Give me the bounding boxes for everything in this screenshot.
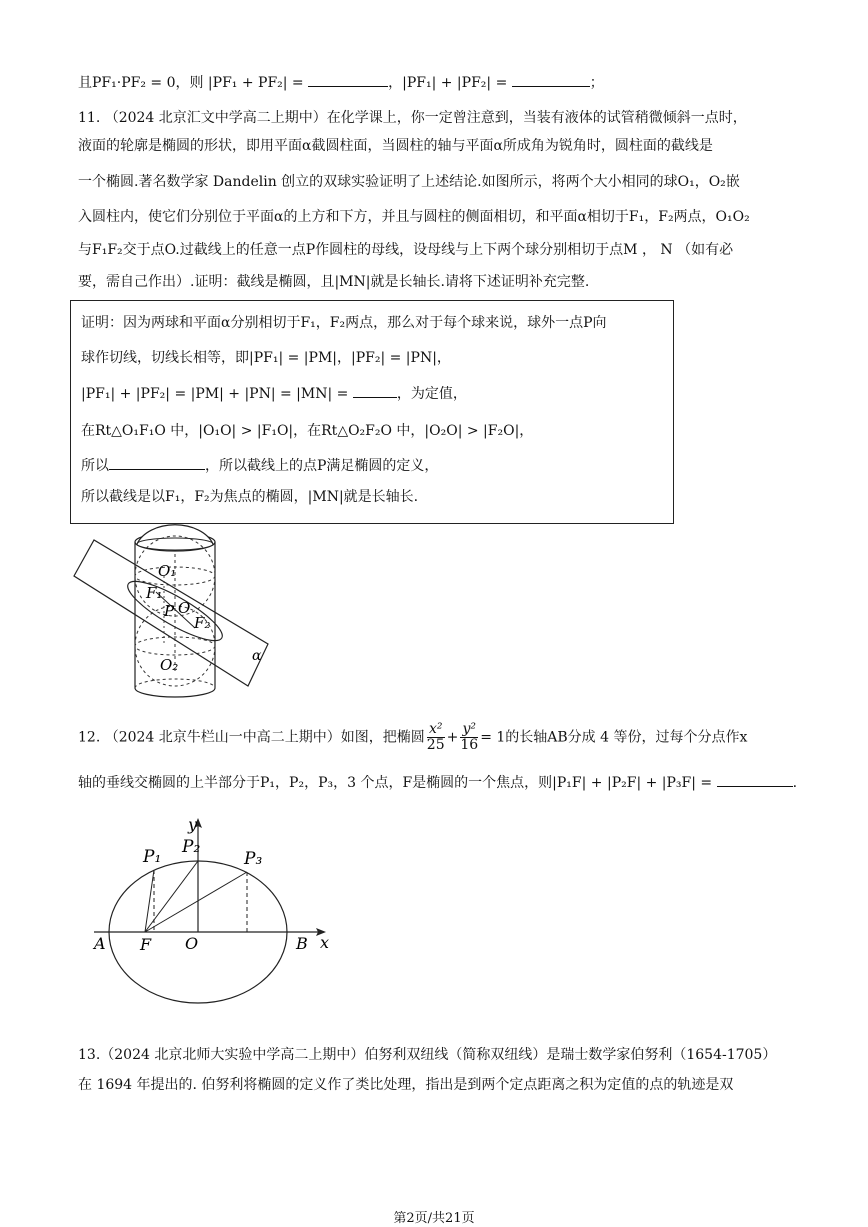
label-f1: F₁ xyxy=(146,584,163,602)
q11-line-6: 要，需自己作出）.证明：截线是椭圆，且|MN|就是长轴长.请将下述证明补充完整. xyxy=(78,274,590,290)
q10-blank-2[interactable] xyxy=(512,72,590,87)
proof-box xyxy=(70,300,674,524)
proof-line-3-end: ，为定值， xyxy=(396,386,467,402)
label-p2: P₂ xyxy=(182,837,201,857)
label-o1: O₁ xyxy=(158,562,177,580)
proof-line-3-text: |PF₁| + |PF₂| = |PM| + |PN| = |MN| = xyxy=(81,386,353,402)
q11-line-1: 11. （2024 北京汇文中学高二上期中）在化学课上，你一定曾注意到，当装有液体的试管稍微倾斜一点时， xyxy=(78,110,747,126)
label-p1: P₁ xyxy=(143,847,162,867)
dandelin-figure xyxy=(60,524,290,710)
proof-line-1: 证明：因为两球和平面α分别相切于F₁，F₂两点，那么对于每个球来说，球外一点P向 xyxy=(81,315,607,331)
q12-plus: + xyxy=(446,729,459,746)
page-footer: 第2页/共21页 xyxy=(393,1211,475,1226)
label-alpha: α xyxy=(252,648,262,664)
label-p3: P₃ xyxy=(244,849,263,869)
label-a: A xyxy=(94,934,106,953)
proof-line-3 xyxy=(81,383,467,404)
label-x: x xyxy=(320,933,330,952)
label-o2: O₂ xyxy=(160,656,179,674)
proof-line-5-end: ，所以截线上的点P满足椭圆的定义， xyxy=(205,458,439,474)
ellipse-figure xyxy=(88,812,338,1008)
q12-frac-1-den: 25 xyxy=(426,737,445,753)
q10-tail-line xyxy=(78,72,604,93)
label-f2: F₂ xyxy=(194,614,211,632)
q12-frac-2-num: y² xyxy=(460,722,478,738)
proof-line-5 xyxy=(81,455,438,476)
q10-blank-1[interactable] xyxy=(308,72,388,87)
label-p: P xyxy=(164,602,175,620)
q11-line-4: 入圆柱内，使它们分别位于平面α的上方和下方，并且与圆柱的侧面相切，和平面α相切于F₁，F₂两点，O₁O₂ xyxy=(78,209,750,225)
q12-frac-2 xyxy=(460,722,478,753)
q13-line-2: 在 1694 年提出的. 伯努利将椭圆的定义作了类比处理，指出是到两个定点距离之积为定值的点的轨迹是双 xyxy=(78,1077,734,1093)
proof-blank-1[interactable] xyxy=(353,383,397,398)
label-o: O xyxy=(178,599,191,617)
q12-line-2 xyxy=(78,772,797,793)
proof-line-5-start: 所以 xyxy=(81,458,109,474)
proof-blank-2[interactable] xyxy=(109,455,205,470)
q10-text-b: ，|PF₁| + |PF₂| = xyxy=(388,75,512,91)
label-f: F xyxy=(140,935,152,954)
label-y: y xyxy=(188,815,198,834)
q10-text-c: ； xyxy=(589,75,604,91)
q12-line-1-start: 12. （2024 北京牛栏山一中高二上期中）如图，把椭圆 xyxy=(78,729,425,746)
q12-frac-1-num: x² xyxy=(427,722,445,738)
q11-line-3: 一个椭圆.著名数学家 Dandelin 创立的双球实验证明了上述结论.如图所示，将两个大小相同的球O₁，O₂嵌 xyxy=(78,174,740,190)
q12-line-2-text: 轴的垂线交椭圆的上半部分于P₁，P₂，P₃，3 个点，F是椭圆的一个焦点，则|P₁F| + |P₂F| + |P₃F| = xyxy=(78,775,717,791)
q12-frac-1 xyxy=(427,722,445,753)
q12-line-2-end: . xyxy=(792,775,798,791)
proof-line-2: 球作切线，切线长相等，即|PF₁| = |PM|，|PF₂| = |PN|， xyxy=(81,350,451,366)
q10-text-a: 且PF₁·PF₂ = 0，则 |PF₁ + PF₂| = xyxy=(78,75,309,91)
label-o: O xyxy=(185,934,199,953)
q12-line-1-end: = 1的长轴AB分成 4 等份，过每个分点作x xyxy=(480,729,748,746)
proof-line-4: 在Rt△O₁F₁O 中，|O₁O| > |F₁O|，在Rt△O₂F₂O 中，|O₂O| > |F₂O|， xyxy=(81,423,534,439)
q11-line-5: 与F₁F₂交于点O.过截线上的任意一点P作圆柱的母线，设母线与上下两个球分别相切于点M ， N （如有必 xyxy=(78,242,734,258)
q12-frac-2-den: 16 xyxy=(460,737,479,753)
q12-blank[interactable] xyxy=(717,772,793,787)
proof-line-6: 所以截线是以F₁，F₂为焦点的椭圆，|MN|就是长轴长. xyxy=(81,489,419,505)
q13-line-1: 13.（2024 北京北师大实验中学高二上期中）伯努利双纽线（简称双纽线）是瑞士数学家伯努利（1654-1705） xyxy=(78,1047,777,1063)
q12-line-1 xyxy=(78,722,747,753)
q11-line-2: 液面的轮廓是椭圆的形状，即用平面α截圆柱面，当圆柱的轴与平面α所成角为锐角时，圆柱面的截线是 xyxy=(78,138,713,154)
label-b: B xyxy=(296,934,308,953)
